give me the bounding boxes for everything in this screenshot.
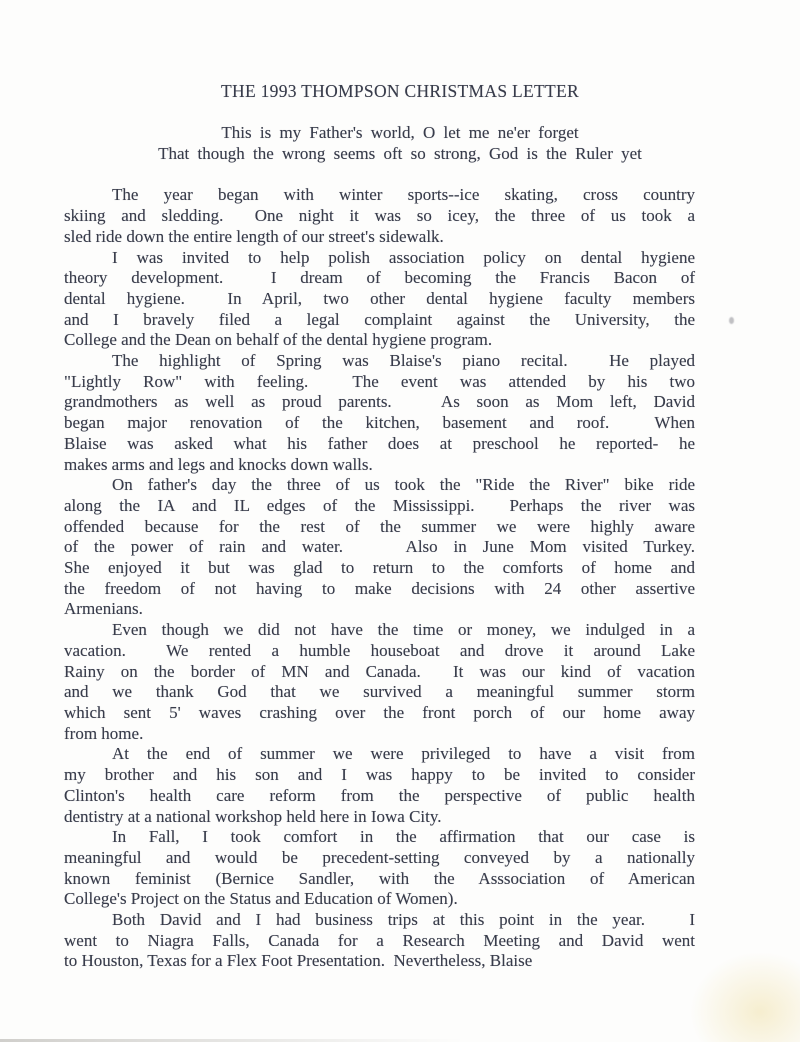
text-line: and I bravely filed a legal complaint against the University, the [64,309,695,329]
paragraph [64,744,695,827]
text-line: of the power of rain and water. Also in June Mom visited Turkey. [64,537,695,557]
paragraph [64,475,695,620]
epigraph [0,123,800,164]
text-line: "Lightly Row" with feeling. The event was attended by his two [64,371,695,391]
paragraph [64,351,695,475]
text-line: Blaise was asked what his father does at preschool he reported- he [64,433,695,453]
text-line: vacation. We rented a humble houseboat and drove it around Lake [64,640,695,660]
text-line: She enjoyed it but was glad to return to the comforts of home and [64,558,695,578]
text-line: began major renovation of the kitchen, basement and roof. When [64,413,695,433]
text-line: skiing and sledding. One night it was so icey, the three of us took a [64,206,695,226]
letter-body [64,185,695,972]
text-line: At the end of summer we were privileged to have a visit from [112,744,695,764]
text-line: Rainy on the border of MN and Canada. It was our kind of vacation [64,661,695,681]
epigraph-line-1: This is my Father's world, O let me ne'er forget [221,123,579,142]
text-line: College and the Dean on behalf of the dental hygiene program. [64,330,493,350]
text-line: Both David and I had business trips at this point in the year. I [112,910,695,930]
text-line: theory development. I dream of becoming the Francis Bacon of [64,268,695,288]
paragraph [64,910,695,972]
paragraph [64,620,695,744]
text-line: meaningful and would be precedent-setting conveyed by a nationally [64,847,695,867]
text-line: The year began with winter sports--ice skating, cross country [112,185,695,205]
text-line: the freedom of not having to make decisions with 24 other assertive [64,578,695,598]
text-line: grandmothers as well as proud parents. As soon as Mom left, David [64,392,695,412]
text-line: I was invited to help polish association policy on dental hygiene [112,247,695,267]
paragraph [64,248,695,352]
text-line: went to Niagra Falls, Canada for a Research Meeting and David went [64,930,695,950]
text-line: which sent 5' waves crashing over the front porch of our home away [64,702,695,722]
text-line: Armenians. [64,599,143,619]
text-line: dental hygiene. In April, two other dental hygiene faculty members [64,288,695,308]
text-line: Clinton's health care reform from the perspective of public health [64,785,695,805]
text-line: The highlight of Spring was Blaise's piano recital. He played [112,351,695,371]
scan-speck [729,317,734,324]
text-line: known feminist (Bernice Sandler, with the Asssociation of American [64,868,695,888]
text-line: In Fall, I took comfort in the affirmation that our case is [112,827,695,847]
text-line: and we thank God that we survived a meaningful summer storm [64,682,695,702]
text-line: makes arms and legs and knocks down walls. [64,454,373,474]
text-line: to Houston, Texas for a Flex Foot Presentation. Nevertheless, Blaise [64,951,533,971]
epigraph-line-2: That though the wrong seems oft so strong, God is the Ruler yet [158,143,642,163]
text-line: College's Project on the Status and Education of Women). [64,889,458,909]
text-line: offended because for the rest of the summer we were highly aware [64,516,695,536]
text-line: my brother and his son and I was happy to be invited to consider [64,765,695,785]
text-line: On father's day the three of us took the "Ride the River" bike ride [112,475,695,495]
letter-title: THE 1993 THOMPSON CHRISTMAS LETTER [221,81,579,101]
text-line: along the IA and IL edges of the Mississippi. Perhaps the river was [64,495,695,515]
paragraph [64,185,695,247]
text-line: from home. [64,723,144,743]
text-line: dentistry at a national workshop held here in Iowa City. [64,806,442,826]
text-line: sled ride down the entire length of our street's sidewalk. [64,226,444,246]
paragraph [64,827,695,910]
text-line: Even though we did not have the time or money, we indulged in a [112,620,695,640]
